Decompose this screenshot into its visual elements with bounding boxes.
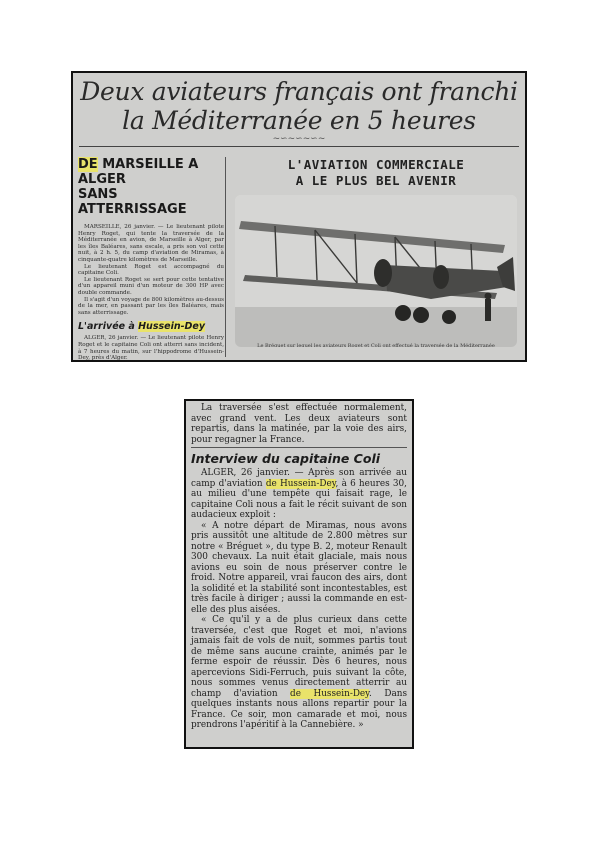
interview-body bbox=[191, 468, 407, 731]
left-subheadline-rest: MARSEILLE A ALGER bbox=[78, 157, 199, 187]
biplane-illustration bbox=[235, 195, 517, 347]
arrival-prefix: L'arrivée à bbox=[78, 321, 139, 333]
interview-p1-highlight: de Hussein-Dey bbox=[265, 478, 336, 489]
right-column bbox=[229, 157, 523, 347]
left-paragraph: Le lieutenant Roget se sert pour cette tentative d'un appareil muni d'un moteur de 300 HP avec double commande. bbox=[78, 276, 224, 296]
arrival-paragraph: ALGER, 26 janvier. — Le lieutenant pilote Henry Roget et le capitaine Coli ont atterri sans incident, à 7 heures du matin, sur l'hippodrome d'Hussein-Dey, près d'Alger. bbox=[78, 335, 224, 362]
horizontal-rule bbox=[79, 146, 519, 147]
headline-line-1: Deux aviateurs français ont franchi bbox=[80, 77, 518, 106]
left-subheadline-line-2: SANS ATTERRISSAGE bbox=[78, 187, 187, 217]
left-subheadline-de: DE bbox=[78, 157, 98, 172]
arrival-body bbox=[78, 335, 224, 361]
interview-headline: Interview du capitaine Coli bbox=[191, 451, 381, 466]
interview-p3-a: « Ce qu'il y a de plus curieux dans cette traversée, c'est que Roget et moi, n'avions jamais fait de vols de nuit, sommes partis tout de même sans aucune crainte, animés par le ferme espoir de réussir. Dès 6 heures, nous apercevions Sidi-Ferruch, puis suivant la côte, nous sommes venus directement atterrir au champ d'aviation bbox=[191, 615, 407, 699]
top-paragraph: La traversée s'est effectuée normalement, avec grand vent. Les deux aviateurs sont repartis, dans la matinée, par la voie des airs, pour regagner la France. bbox=[191, 403, 407, 445]
interview-p1-a: ALGER, 26 janvier. — Après son arrivée au camp d'aviation bbox=[191, 468, 407, 489]
newspaper-clipping-bottom bbox=[184, 399, 414, 749]
arrival-place: Hussein-Dey bbox=[138, 321, 206, 333]
arrival-subheadline bbox=[78, 321, 224, 332]
right-subheadline-line-2: A LE PLUS BEL AVENIR bbox=[295, 173, 457, 188]
right-subheadline-line-1: L'AVIATION COMMERCIALE bbox=[287, 157, 465, 172]
interview-paragraph-1 bbox=[191, 468, 407, 521]
column-divider bbox=[225, 157, 226, 357]
left-paragraph: MARSEILLE, 26 janvier. — Le lieutenant pilote Henry Roget, qui tente la traversée de la Méditerranée en avion, de Marseille à Alger, par les îles Baléares, sans escale, a pris son vol cette nuit, à 2 h. 5, du camp d'aviation de Miramas, à cinquante-quatre kilomètres de Marseille. bbox=[78, 224, 224, 263]
ornament-divider: ~∽~∽~∽~ bbox=[272, 134, 326, 144]
left-paragraph: Il s'agit d'un voyage de 800 kilomètres au-dessus de la mer, en passant par les îles Baléares, mais sans atterrissage. bbox=[78, 296, 224, 316]
interview-paragraph-2: « A notre départ de Miramas, nous avons pris aussitôt une altitude de 2.800 mètres sur notre « Bréguet », du type B. 2, moteur Renault 300 chevaux. La nuit était glaciale, mais nous avions eu soin de nous préserver contre le froid. Notre appareil, vrai faucon des airs, dont la solidité et la stabilité sont incontestables, est très facile à diriger ; aussi la commande en est-elle des plus aisées. bbox=[191, 520, 407, 615]
left-paragraph: Le lieutenant Roget est accompagné du capitaine Coli. bbox=[78, 263, 224, 277]
biplane-photo bbox=[235, 195, 517, 347]
interview-paragraph-3 bbox=[191, 615, 407, 731]
interview-p3-b: . Dans quelques instants nous allons repartir pour la France. Ce soir, mon camarade et moi, nous prendrons l'apéritif à la Cannebière. » bbox=[191, 688, 407, 730]
newspaper-clipping-top bbox=[71, 71, 527, 362]
left-article-body bbox=[78, 224, 224, 316]
top-paragraph-block bbox=[191, 403, 407, 448]
headline bbox=[79, 77, 519, 135]
headline-line-2: la Méditerranée en 5 heures bbox=[122, 106, 476, 135]
interview-p1-b: , à 6 heures 30, au milieu d'une tempête qui faisait rage, le capitaine Coli nous a fait le récit suivant de son audacieux exploit : bbox=[191, 478, 407, 520]
photo-caption: Le Bréguet sur lequel les aviateurs Roget et Coli ont effectué la traversée de la Méditerranée bbox=[257, 343, 495, 347]
left-subheadline bbox=[78, 157, 224, 217]
interview-p3-highlight: de Hussein-Dey bbox=[290, 688, 370, 699]
left-column bbox=[78, 157, 224, 362]
right-subheadline bbox=[229, 157, 523, 189]
